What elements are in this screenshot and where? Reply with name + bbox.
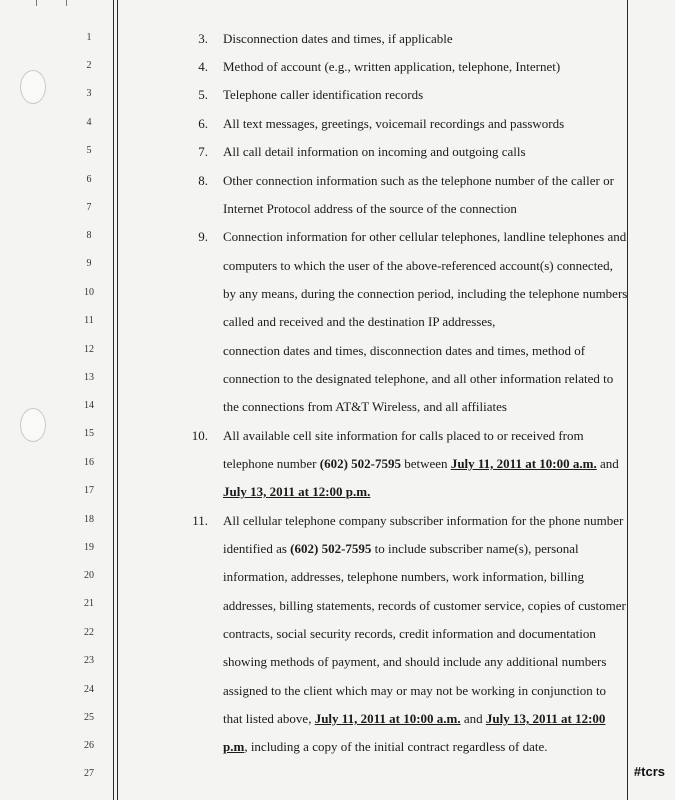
line-number: 9 [86,258,92,269]
item-text [223,711,605,727]
item-number: 8. [198,173,208,188]
item-number: 9. [198,229,208,244]
line-number: 23 [84,655,94,666]
line-number: 27 [84,768,94,779]
line-number: 25 [84,712,94,723]
line-number: 21 [84,598,94,609]
item-text: showing methods of payment, and should include any additional numbers [223,654,607,669]
item-text: information, addresses, telephone numbers, work information, billing [223,569,585,584]
punch-hole-icon [20,408,46,442]
item-text: Other connection information such as the telephone number of the caller or [223,173,614,188]
line-number: 7 [86,202,92,213]
phone-number: (602) 502-7595 [290,541,372,556]
line-number: 11 [84,315,94,326]
item-number: 5. [198,87,208,102]
item-text: All cellular telephone company subscriber information for the phone number [223,513,624,528]
date-start: July 11, 2011 at 10:00 a.m. [314,711,461,726]
margin-rule-left-2 [117,0,118,800]
item-text: addresses, billing statements, records of customer service, copies of customer [223,598,626,613]
item-text: All available cell site information for calls placed to or received from [223,428,584,443]
line-number: 2 [86,60,92,71]
item-number: 6. [198,116,208,131]
line-number: 26 [84,740,94,751]
item-number: 10. [191,428,208,443]
margin-rule-left-1 [113,0,114,800]
line-number: 14 [84,400,94,411]
line-number: 4 [86,117,92,128]
date-start: July 11, 2011 at 10:00 a.m. [450,456,597,471]
text-run: to include subscriber name(s), personal [371,541,579,556]
line-number: 3 [86,88,92,99]
margin-rule-right [627,0,628,800]
text-run: telephone number [223,456,320,471]
line-number: 19 [84,542,94,553]
line-number: 17 [84,485,94,496]
line-number: 10 [84,287,94,298]
item-text: All text messages, greetings, voicemail recordings and passwords [223,116,565,131]
item-text [223,541,579,557]
item-text: Method of account (e.g., written application, telephone, Internet) [223,59,561,74]
text-run: between [401,456,451,471]
line-number: 5 [86,145,92,156]
item-number: 11. [192,513,208,528]
line-number: 1 [86,32,92,43]
item-text: connection dates and times, disconnection dates and times, method of [223,343,586,358]
item-text: All call detail information on incoming and outgoing calls [223,144,526,159]
line-number: 18 [84,514,94,525]
punch-hole-icon [20,70,46,104]
item-text [223,456,619,472]
item-text: by any means, during the connection period, including the telephone numbers [223,286,628,301]
item-text: contracts, social security records, credit information and documentation [223,626,596,641]
item-text [223,484,370,500]
date-end: July 13, 2011 at 12:00 p.m. [223,484,371,499]
item-text: Internet Protocol address of the source of the connection [223,201,517,216]
text-run: and [460,711,486,726]
scan-mark [36,0,37,6]
scan-mark [66,0,67,6]
line-number: 13 [84,372,94,383]
item-text: connection to the designated telephone, and all other information related to [223,371,614,386]
text-run: that listed above, [223,711,315,726]
item-number: 4. [198,59,208,74]
text-run: identified as [223,541,291,556]
item-text: Telephone caller identification records [223,87,424,102]
item-number: 7. [198,144,208,159]
item-text: assigned to the client which may or may not be working in conjunction to [223,683,607,698]
text-run: , including a copy of the initial contract regardless of date. [244,739,548,754]
date-end-suffix: p.m [223,739,245,754]
line-number: 22 [84,627,94,638]
hashtag-watermark: #tcrs [633,764,665,779]
line-number: 24 [84,684,94,695]
line-number: 15 [84,428,94,439]
item-text [223,739,548,755]
line-number: 8 [86,230,92,241]
item-text: Disconnection dates and times, if applicable [223,31,453,46]
item-text: Connection information for other cellular telephones, landline telephones and [223,229,627,244]
phone-number: (602) 502-7595 [319,456,401,471]
date-end: July 13, 2011 at 12:00 [485,711,606,726]
item-text: called and received and the destination IP addresses, [223,314,496,329]
line-number: 20 [84,570,94,581]
item-number: 3. [198,31,208,46]
item-text: the connections from AT&T Wireless, and all affiliates [223,399,507,414]
item-text: computers to which the user of the above-referenced account(s) connected, [223,258,613,273]
line-number: 6 [86,174,92,185]
line-number: 16 [84,457,94,468]
text-run: and [596,456,619,471]
line-number: 12 [84,344,94,355]
